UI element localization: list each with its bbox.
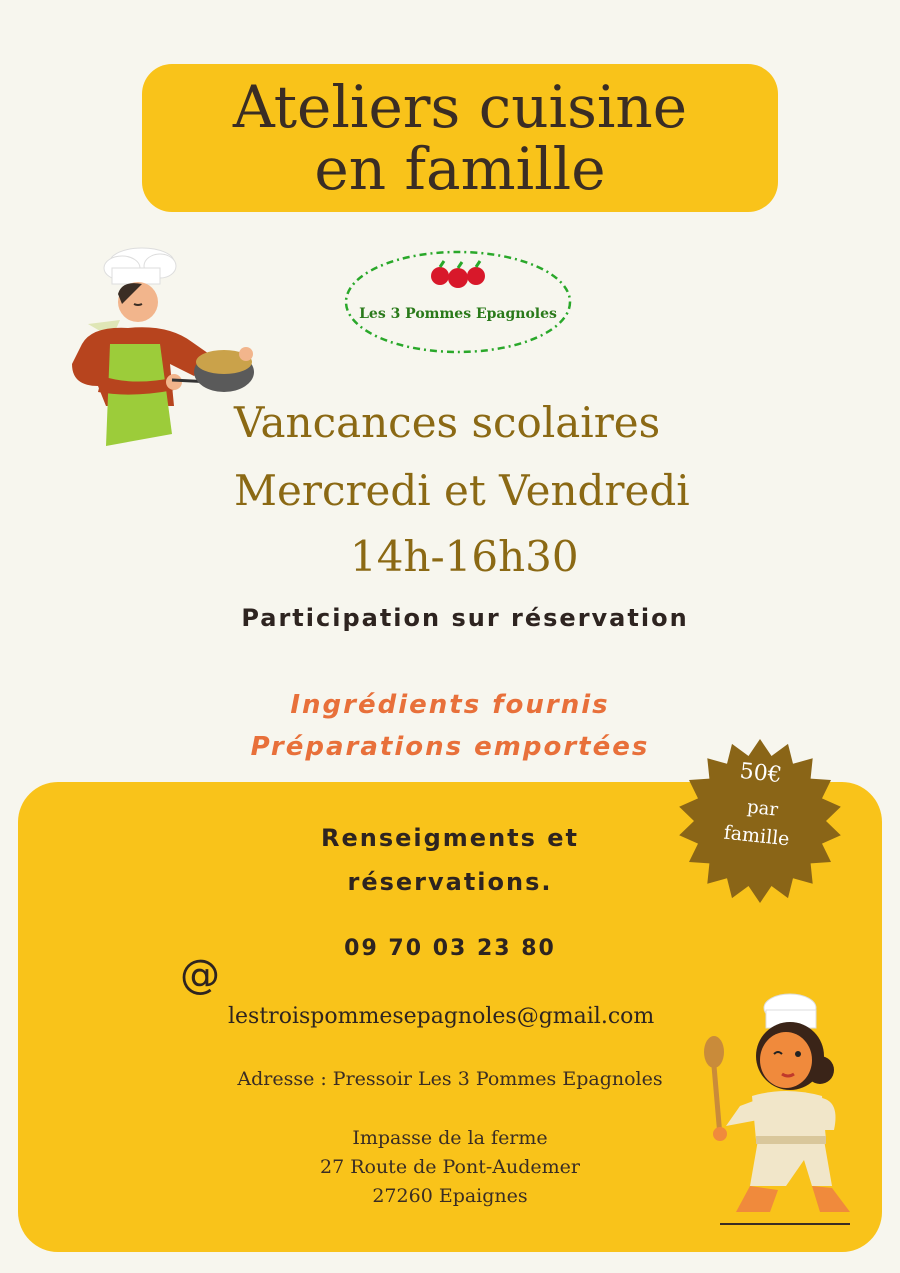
participation-note: Participation sur réservation <box>241 604 689 632</box>
schedule-hours: 14h-16h30 <box>350 532 579 581</box>
email-link[interactable]: lestroispommesepagnoles@gmail.com <box>228 1004 655 1029</box>
info-line-2: réservations. <box>347 868 553 896</box>
preparations-note: Préparations emportées <box>250 732 650 762</box>
chef-woman-illustration <box>700 990 860 1230</box>
address-label: Adresse : Pressoir Les 3 Pommes Epagnoles <box>237 1068 663 1090</box>
ingredients-note: Ingrédients fournis <box>290 690 610 720</box>
schedule-days: Mercredi et Vendredi <box>234 466 690 515</box>
address-block <box>250 1124 650 1211</box>
company-logo <box>342 248 574 356</box>
info-heading <box>250 816 650 904</box>
at-icon: @ <box>180 952 220 998</box>
address-line-1: Impasse de la ferme <box>352 1127 548 1149</box>
price-par: par <box>746 796 780 821</box>
logo-text: Les 3 Pommes Epagnoles <box>359 306 557 322</box>
address-line-3: 27260 Epaignes <box>372 1185 528 1207</box>
title-line-2: en famille <box>314 135 606 203</box>
chef-man-illustration <box>62 246 262 456</box>
price-seal <box>678 730 842 912</box>
schedule-period: Vancances scolaires <box>234 398 661 447</box>
address-line-2: 27 Route de Pont-Audemer <box>319 1156 581 1178</box>
price-amount: 50€ <box>738 758 783 789</box>
info-line-1: Renseigments et <box>320 824 580 852</box>
title-line-1: Ateliers cuisine <box>232 73 688 141</box>
phone-number[interactable]: 09 70 03 23 80 <box>344 936 556 961</box>
page-title <box>142 73 778 203</box>
price-unit: famille <box>722 821 791 851</box>
